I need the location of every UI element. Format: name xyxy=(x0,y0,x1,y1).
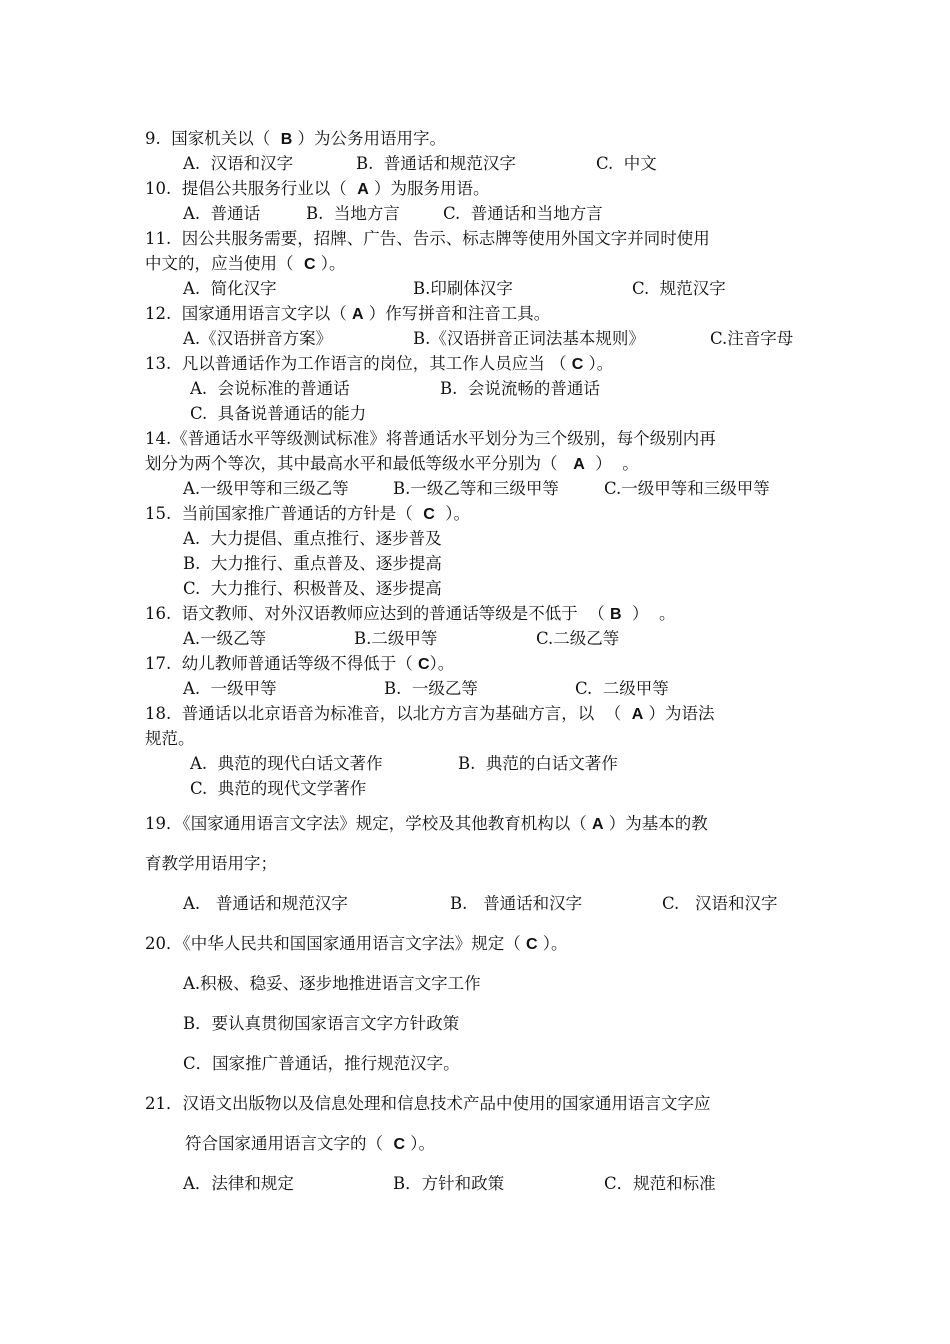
option-text: B.《汉语拼音正词法基本规则》 xyxy=(413,329,645,348)
question-text: 15. 当前国家推广普通话的方针是（ xyxy=(145,504,424,523)
option-text: C. 具备说普通话的能力 xyxy=(190,404,367,423)
option-text: A.一级乙等 xyxy=(183,629,267,648)
answer-letter: B xyxy=(280,131,293,148)
option-text: C. 规范汉字 xyxy=(632,279,726,298)
option-text: C.注音字母 xyxy=(710,329,794,348)
question-line xyxy=(145,426,716,452)
option-text: C.一级甲等和三级甲等 xyxy=(604,479,770,498)
question-text-tail: ）。 xyxy=(583,354,614,373)
answer-letter: C xyxy=(526,936,538,953)
option-text: B.二级甲等 xyxy=(354,629,438,648)
question-line xyxy=(145,451,639,477)
option-text: B. 典范的白话文著作 xyxy=(458,754,618,773)
question-text: 14.《普通话水平等级测试标准》将普通话水平划分为三个级别，每个级别内再 xyxy=(145,429,716,448)
question-text-tail: ）。 xyxy=(405,1134,436,1153)
question-line xyxy=(145,126,446,152)
question-line xyxy=(145,701,715,727)
question-text-tail: ）。 xyxy=(434,504,471,523)
option-text: C. 大力推行、积极普及、逐步提高 xyxy=(183,579,442,598)
question-text-tail: ） 。 xyxy=(584,454,639,473)
option-text: B. 会说流畅的普通话 xyxy=(440,379,600,398)
question-text: 符合国家通用语言文字的（ xyxy=(185,1134,394,1153)
option-text: C．国家推广普通话，推行规范汉字。 xyxy=(183,1054,460,1073)
option-text: A. 一级甲等 xyxy=(183,679,277,698)
answer-letter: A xyxy=(573,456,585,473)
question-line xyxy=(145,1091,711,1117)
option-text: B.一级乙等和三级甲等 xyxy=(393,479,559,498)
question-text-tail: ）为公务用语用字。 xyxy=(292,129,447,148)
question-line xyxy=(145,726,195,752)
question-text: 21．汉语文出版物以及信息处理和信息技术产品中使用的国家通用语言文字应 xyxy=(145,1094,711,1113)
option-text: A. 大力提倡、重点推行、逐步普及 xyxy=(183,529,442,548)
answer-letter: B xyxy=(609,606,622,623)
option-text: A.积极、稳妥、逐步地推进语言文字工作 xyxy=(183,974,481,993)
option-text: A.《汉语拼音方案》 xyxy=(183,329,333,348)
option-text: B．方针和政策 xyxy=(393,1174,505,1193)
question-text: 育教学用语用字； xyxy=(145,854,277,873)
question-text: 16. 语文教师、对外汉语教师应达到的普通话等级是不低于 （ xyxy=(145,604,610,623)
answer-letter: C xyxy=(423,506,435,523)
option-text: A．法律和规定 xyxy=(183,1174,294,1193)
answer-letter: A xyxy=(351,306,364,323)
question-text: 12. 国家通用语言文字以（ xyxy=(145,304,352,323)
question-text: 中文的，应当使用（ xyxy=(145,254,304,273)
question-text: 18. 普通话以北京语音为标准音，以北方方言为基础方言，以 （ xyxy=(145,704,632,723)
answer-letter: A xyxy=(357,181,369,198)
question-text-tail: ）为语法 xyxy=(643,704,715,723)
question-text: 13. 凡以普通话作为工作语言的岗位，其工作人员应当 （ xyxy=(145,354,572,373)
option-text: B. 普通话和汉字 xyxy=(450,894,583,913)
question-line xyxy=(145,301,550,327)
question-line xyxy=(145,601,676,627)
option-text: A.一级甲等和三级乙等 xyxy=(183,479,349,498)
question-text: 20．《中华人民共和国国家通用语言文字法》规定（ xyxy=(145,934,526,953)
answer-letter: C xyxy=(393,1136,406,1153)
question-line xyxy=(145,931,568,957)
option-text: C．规范和标准 xyxy=(604,1174,716,1193)
question-line xyxy=(185,1131,435,1157)
answer-letter: C xyxy=(571,356,584,373)
question-line xyxy=(145,226,710,252)
option-text: C.二级乙等 xyxy=(536,629,620,648)
option-text: C. 汉语和汉字 xyxy=(662,894,778,913)
question-text-tail: ）。 xyxy=(429,654,455,673)
answer-letter: A xyxy=(592,816,604,833)
question-line xyxy=(145,851,277,877)
option-text: A. 普通话和规范汉字 xyxy=(183,894,348,913)
question-text-tail: ） 。 xyxy=(621,604,676,623)
question-text: 9. 国家机关以（ xyxy=(145,129,281,148)
option-text: C. 普通话和当地方言 xyxy=(443,204,603,223)
question-line xyxy=(145,501,470,527)
option-text: C. 二级甲等 xyxy=(575,679,669,698)
question-line xyxy=(145,251,346,277)
option-text: A. 简化汉字 xyxy=(183,279,277,298)
question-text-tail: ）为基本的教 xyxy=(603,814,708,833)
option-text: C. 中文 xyxy=(596,154,657,173)
answer-letter: C xyxy=(417,656,430,673)
question-text: 17. 幼儿教师普通话等级不得低于（ xyxy=(145,654,418,673)
option-text: A. 典范的现代白话文著作 xyxy=(190,754,383,773)
option-text: A. 汉语和汉字 xyxy=(183,154,294,173)
option-text: B. 当地方言 xyxy=(306,204,400,223)
question-text: 划分为两个等次，其中最高水平和最低等级水平分别为（ xyxy=(145,454,574,473)
question-text-tail: ）为服务用语。 xyxy=(368,179,490,198)
answer-letter: A xyxy=(631,706,644,723)
option-text: A. 普通话 xyxy=(183,204,261,223)
question-text: 10. 提倡公共服务行业以（ xyxy=(145,179,358,198)
question-text-tail: ）作写拼音和注音工具。 xyxy=(363,304,551,323)
question-text-tail: ）。 xyxy=(537,934,568,953)
option-text: B. 普通话和规范汉字 xyxy=(356,154,516,173)
option-text: B. 一级乙等 xyxy=(384,679,478,698)
option-text: B．要认真贯彻国家语言文字方针政策 xyxy=(183,1014,460,1033)
question-line xyxy=(145,651,454,677)
answer-letter: C xyxy=(304,256,316,273)
question-text: 11. 因公共服务需要，招牌、广告、告示、标志牌等使用外国文字并同时使用 xyxy=(145,229,710,248)
option-text: B.印刷体汉字 xyxy=(413,279,513,298)
question-line xyxy=(145,811,708,837)
option-text: A. 会说标准的普通话 xyxy=(190,379,350,398)
question-text: 19．《国家通用语言文字法》规定，学校及其他教育机构以（ xyxy=(145,814,592,833)
question-text-tail: ）。 xyxy=(315,254,346,273)
option-text: C. 典范的现代文学著作 xyxy=(190,779,367,798)
question-line xyxy=(145,351,613,377)
question-line xyxy=(145,176,490,202)
question-text: 规范。 xyxy=(145,729,195,748)
option-text: B. 大力推行、重点普及、逐步提高 xyxy=(183,554,442,573)
